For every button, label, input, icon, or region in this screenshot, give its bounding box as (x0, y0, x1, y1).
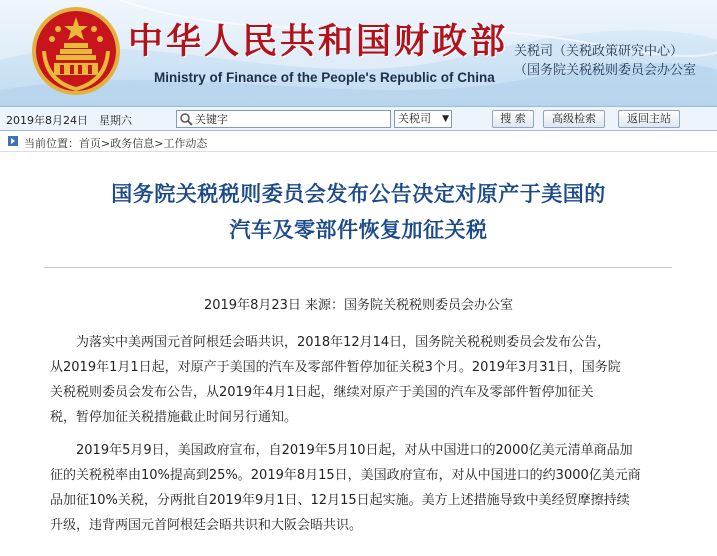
national-emblem-icon (30, 5, 122, 97)
article-paragraph-1 (50, 330, 680, 430)
breadcrumb-text (24, 135, 207, 151)
title-divider (44, 267, 672, 268)
site-title-cn: 中华人民共和国财政部 (128, 21, 509, 62)
search-input[interactable] (195, 112, 387, 126)
article-title-line-2: 汽车及零部件恢复加征关税 (229, 217, 488, 242)
search-box[interactable] (176, 110, 391, 128)
site-header (0, 0, 717, 106)
breadcrumb-home-link[interactable]: 首页 (79, 137, 101, 150)
breadcrumb-separator: > (101, 137, 111, 150)
breadcrumb-prefix: 当前位置： (24, 137, 79, 150)
search-icon (179, 112, 193, 126)
search-toolbar (0, 106, 717, 131)
breadcrumb-section-link[interactable]: 政务信息 (110, 137, 155, 150)
paragraph-line: 征的关税税率由10%提高到25%。2019年8月15日，美国政府宣布，对从中国进口的约3000亿美元商 (50, 468, 641, 483)
current-weekday: 星期六 (99, 114, 132, 127)
paragraph-line: 升级，违背两国元首阿根廷会晤共识和大阪会晤共识。 (50, 518, 363, 533)
breadcrumb-separator: > (154, 137, 164, 150)
location-icon (8, 136, 18, 146)
search-button[interactable]: 搜 索 (492, 110, 534, 128)
current-date: 2019年8月24日 (6, 114, 88, 127)
dropdown-arrow-icon: ▼ (442, 114, 449, 124)
paragraph-line: 品加征10%关税，分两批自2019年9月1日、12月15日起实施。美方上述措施导致中美经贸摩擦持续 (50, 493, 630, 508)
breadcrumb (0, 132, 717, 152)
article-title-line-1: 国务院关税税则委员会发布公告决定对原产于美国的 (111, 181, 606, 206)
advanced-search-button[interactable]: 高级检索 (543, 110, 605, 128)
breadcrumb-current-link[interactable]: 工作动态 (163, 137, 208, 150)
site-title-en: Ministry of Finance of the People's Republic of China (154, 70, 495, 85)
paragraph-line: 为落实中美两国元首阿根廷会晤共识，2018年12月14日，国务院关税税则委员会发布公告， (76, 335, 611, 350)
back-to-main-site-button[interactable]: 返回主站 (618, 110, 680, 128)
article-meta: 2019年8月23日 来源：国务院关税税则委员会办公室 (203, 298, 514, 313)
department-name (504, 42, 710, 80)
department-line-1: 关税司（关税政策研究中心） (514, 44, 684, 59)
paragraph-line: 从2019年1月1日起，对原产于美国的汽车及零部件暂停加征关税3个月。2019年3月31日，国务院 (50, 360, 621, 375)
article-paragraph-2 (50, 438, 680, 538)
search-scope-value: 关税司 (398, 112, 431, 125)
paragraph-line: 2019年5月9日，美国政府宣布，自2019年5月10日起，对从中国进口的2000亿美元清单商品加 (76, 443, 633, 458)
paragraph-line: 税，暂停加征关税措施截止时间另行通知。 (50, 410, 298, 425)
department-line-2: （国务院关税税则委员会办公室 (514, 63, 697, 78)
search-scope-select[interactable] (394, 110, 452, 128)
paragraph-line: 关税税则委员会发布公告，从2019年4月1日起，继续对原产于美国的汽车及零部件暂停加征关 (50, 385, 594, 400)
